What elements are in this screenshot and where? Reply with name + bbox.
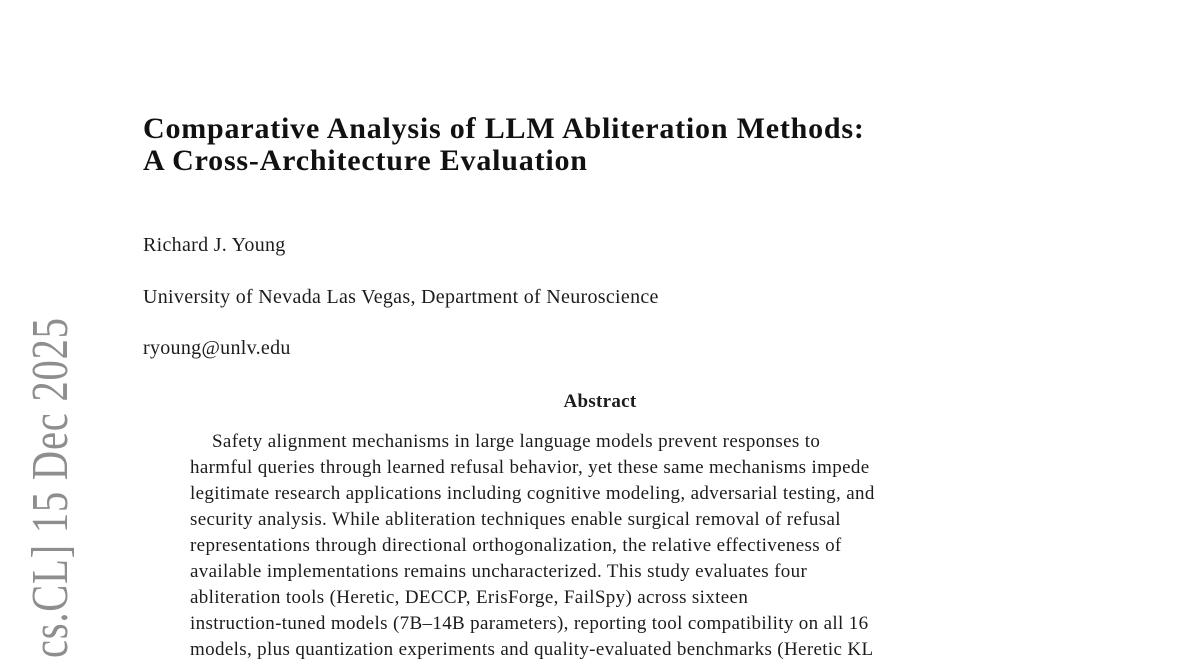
arxiv-watermark: cs.CL] 15 Dec 2025 <box>22 317 79 658</box>
paper-title-line2: A Cross-Architecture Evaluation <box>143 144 588 177</box>
abstract-line: instruction-tuned models (7B–14B parameters), reporting tool compatibility on all 16 <box>190 613 869 634</box>
abstract-body <box>190 429 1030 663</box>
abstract-heading: Abstract <box>563 391 637 412</box>
abstract-line: available implementations remains uncharacterized. This study evaluates four <box>190 561 808 582</box>
author-affiliation: University of Nevada Las Vegas, Department of Neuroscience <box>143 286 659 308</box>
abstract-line: models, plus quantization experiments and quality-evaluated benchmarks (Heretic KL <box>190 639 874 660</box>
paper-title-line1: Comparative Analysis of LLM Abliteration Methods: <box>143 112 865 145</box>
author-name: Richard J. Young <box>143 234 286 256</box>
abstract-line: legitimate research applications including cognitive modeling, adversarial testing, and <box>190 483 875 504</box>
abstract-line: abliteration tools (Heretic, DECCP, ErisForge, FailSpy) across sixteen <box>190 587 749 608</box>
abstract-line: Safety alignment mechanisms in large language models prevent responses to <box>212 431 821 452</box>
author-email: ryoung@unlv.edu <box>143 337 291 359</box>
paper-title <box>143 113 865 177</box>
abstract-line: security analysis. While abliteration techniques enable surgical removal of refusal <box>190 509 841 530</box>
abstract-line: representations through directional orthogonalization, the relative effectiveness of <box>190 535 842 556</box>
abstract-line: harmful queries through learned refusal behavior, yet these same mechanisms impede <box>190 457 870 478</box>
